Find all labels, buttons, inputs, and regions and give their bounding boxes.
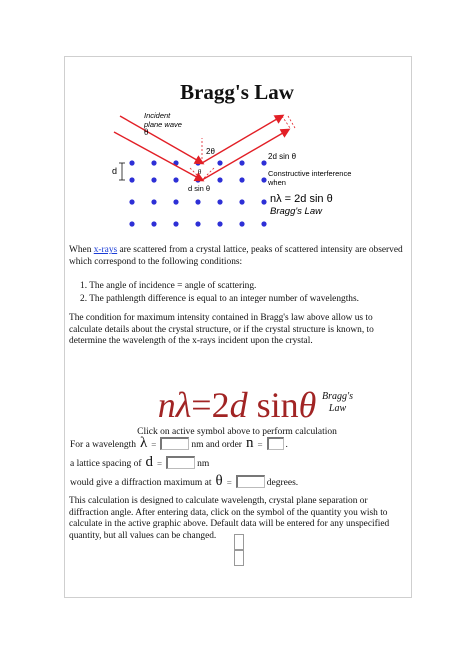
spacing-row: a lattice spacing of d = nm bbox=[70, 454, 210, 470]
page-title: Bragg's Law bbox=[180, 80, 294, 104]
symbol-theta[interactable]: θ bbox=[298, 385, 317, 425]
placeholder-box bbox=[234, 534, 244, 550]
placeholder-box bbox=[234, 550, 244, 566]
calculation-hint: Click on active symbol above to perform calculation bbox=[137, 427, 337, 437]
order-input[interactable] bbox=[267, 437, 284, 450]
order-symbol: n bbox=[245, 435, 254, 451]
label-formula: nλ = 2d sin θ bbox=[270, 193, 333, 205]
label-theta: θ bbox=[144, 127, 149, 137]
label-d: d bbox=[112, 166, 118, 176]
label-two-theta: 2θ bbox=[206, 147, 215, 156]
label-bragg-law: Bragg's Law bbox=[270, 206, 322, 217]
label-incident: Incident bbox=[144, 111, 171, 120]
wavelength-input[interactable] bbox=[160, 437, 189, 450]
spacing-bracket bbox=[119, 163, 125, 180]
formula-law-label: Bragg's Law bbox=[322, 391, 354, 414]
symbol-d[interactable]: d bbox=[229, 385, 248, 425]
explanation-paragraph: The condition for maximum intensity contained in Bragg's law above allow us to calculate details about the crystal structure, or if the crystal structure is known, to determine the wavelength of the x-rays incident upon the crystal. bbox=[69, 313, 374, 346]
lambda-symbol: λ bbox=[139, 435, 148, 451]
theta-symbol: θ bbox=[215, 473, 223, 489]
calculation-note: This calculation is designed to calculate wavelength, crystal plane separation or diffraction angle. After entering data, click on the symbol of the quantity you wish to calculate in the active graphic above. Default data will be entered for any unspecified quantity, but all values can be changed. bbox=[69, 496, 390, 541]
intro-paragraph: When x-rays are scattered from a crystal lattice, peaks of scattered intensity are observed which correspond to the following conditions: bbox=[69, 245, 403, 267]
symbol-n[interactable]: n bbox=[157, 385, 176, 425]
label-dsin: d sin θ bbox=[188, 184, 211, 193]
label-2dsin: 2d sin θ bbox=[268, 152, 297, 161]
list-item: 2. The pathlength difference is equal to an integer number of wavelengths. bbox=[80, 293, 359, 304]
conditions-list bbox=[80, 281, 400, 306]
bragg-diagram[interactable] bbox=[110, 108, 370, 233]
label-theta-small: θ bbox=[198, 168, 202, 176]
symbol-lambda[interactable]: λ bbox=[175, 385, 192, 425]
x-rays-link[interactable]: x-rays bbox=[93, 245, 118, 255]
spacing-input[interactable] bbox=[166, 456, 195, 469]
bragg-formula[interactable]: nλ=2d sinθ bbox=[157, 385, 317, 425]
angle-input[interactable] bbox=[236, 475, 265, 488]
angle-row: would give a diffraction maximum at θ = degrees. bbox=[70, 473, 299, 489]
label-when: when bbox=[268, 178, 286, 187]
d-symbol: d bbox=[145, 454, 153, 470]
wavelength-row: For a wavelength λ = nm and order n = . bbox=[70, 435, 288, 451]
label-plane-wave: plane wave bbox=[144, 120, 182, 129]
list-item: 1. The angle of incidence = angle of scattering. bbox=[80, 281, 257, 291]
label-constructive: Constructive interference bbox=[268, 169, 352, 178]
